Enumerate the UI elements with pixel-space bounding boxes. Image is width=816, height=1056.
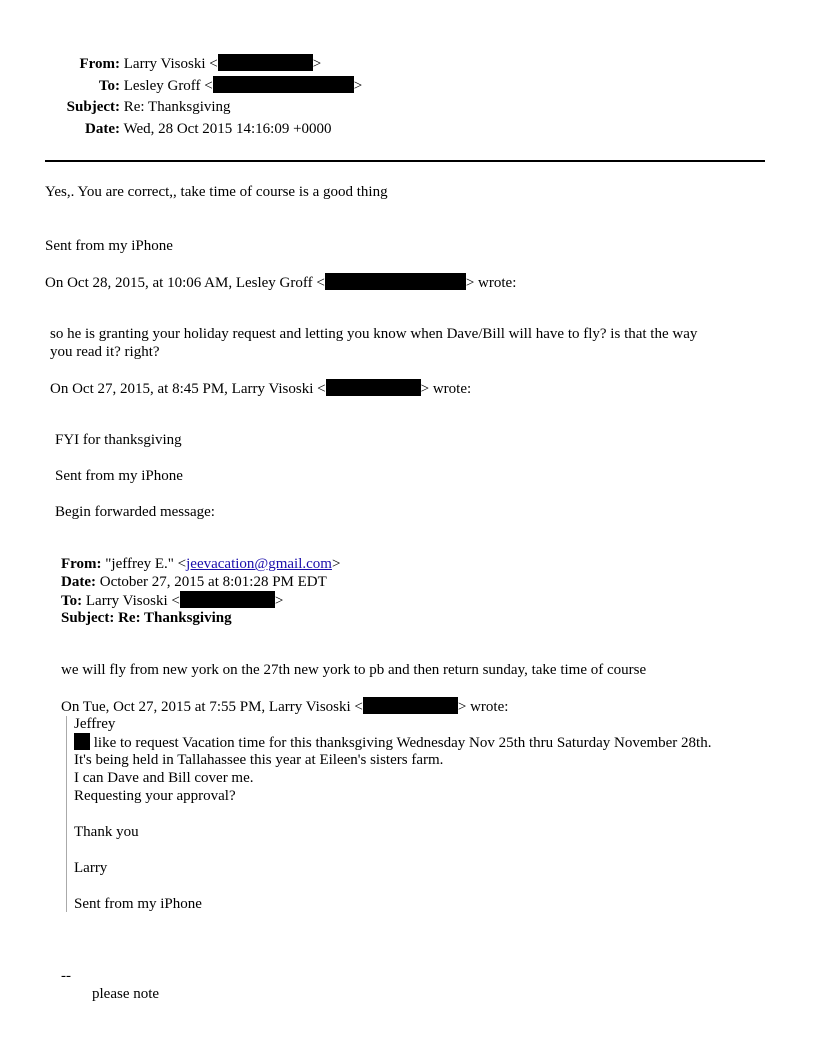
sent-from-iphone: Sent from my iPhone — [55, 468, 183, 484]
fwd-date — [61, 573, 327, 591]
quote-line-4: Requesting your approval? — [74, 788, 236, 804]
quote-line-1 — [74, 733, 711, 752]
redaction-box — [363, 697, 458, 714]
signature-dash: -- — [61, 968, 71, 984]
from-end: > — [312, 56, 322, 72]
quote-line-2: It's being held in Tallahassee this year at Eileen's sisters farm. — [74, 752, 444, 768]
fwd-from-label: From: — [61, 556, 102, 572]
fwd-from — [61, 555, 340, 573]
redaction-box — [326, 379, 421, 396]
from-name: Larry Visoski < — [123, 56, 218, 72]
header-subject — [45, 98, 231, 116]
jeffrey-line: we will fly from new york on the 27th new york to pb and then return sunday, take time of course — [61, 662, 647, 678]
fwd-to-end: > — [274, 593, 284, 609]
to-name: Lesley Groff < — [123, 78, 213, 94]
begin-forwarded: Begin forwarded message: — [55, 504, 215, 520]
header-divider — [45, 160, 765, 162]
quote-thanks: Thank you — [74, 824, 139, 840]
fyi-line: FYI for thanksgiving — [55, 432, 182, 448]
header-date — [45, 120, 332, 138]
fwd-from-end: > — [331, 556, 341, 572]
redaction-box — [180, 591, 275, 608]
subject-value: Re: Thanksgiving — [123, 99, 231, 115]
to-label: To: — [98, 78, 120, 94]
quote-text: like to request Vacation time for this thanksgiving Wednesday Nov 25th thru Saturday November 28th. — [90, 735, 712, 751]
wrote-text: > wrote: — [457, 699, 509, 715]
fwd-to-name: Larry Visoski < — [85, 593, 180, 609]
header-from — [45, 54, 321, 73]
fwd-date-value: October 27, 2015 at 8:01:28 PM EDT — [99, 574, 327, 590]
wrote-text: On Tue, Oct 27, 2015 at 7:55 PM, Larry Visoski < — [61, 699, 363, 715]
redaction-box — [325, 273, 466, 290]
wrote-text: On Oct 28, 2015, at 10:06 AM, Lesley Groff < — [45, 275, 325, 291]
quote-greeting: Jeffrey — [74, 716, 116, 732]
reply-line: Yes,. You are correct,, take time of course is a good thing — [45, 184, 388, 200]
to-end: > — [353, 78, 363, 94]
date-value: Wed, 28 Oct 2015 14:16:09 +0000 — [123, 121, 332, 137]
wrote-text: On Oct 27, 2015, at 8:45 PM, Larry Visoski < — [50, 381, 326, 397]
quote-signoff: Larry — [74, 860, 108, 876]
fwd-subject — [61, 609, 232, 627]
wrote-line-1 — [45, 273, 516, 292]
date-label: Date: — [85, 121, 120, 137]
lesley-line-2: you read it? right? — [50, 344, 160, 360]
header-to — [45, 76, 362, 95]
wrote-line-2 — [50, 379, 471, 398]
fwd-date-label: Date: — [61, 574, 96, 590]
signature-note: please note — [92, 986, 160, 1002]
lesley-line-1: so he is granting your holiday request and letting you know when Dave/Bill will have to fly? is that the way — [50, 326, 698, 342]
email-link[interactable]: jeevacation@gmail.com — [186, 556, 332, 572]
sent-from-iphone: Sent from my iPhone — [45, 238, 173, 254]
redaction-box — [213, 76, 354, 93]
fwd-from-name: "jeffrey E." < — [105, 556, 187, 572]
quote-bar — [66, 716, 67, 912]
fwd-to — [61, 591, 283, 610]
redaction-box — [218, 54, 313, 71]
subject-label: Subject: — [66, 99, 120, 115]
wrote-text: > wrote: — [465, 275, 517, 291]
fwd-to-label: To: — [61, 593, 83, 609]
redaction-box — [74, 733, 90, 750]
wrote-line-3 — [61, 697, 508, 716]
wrote-text: > wrote: — [420, 381, 472, 397]
from-label: From: — [79, 56, 120, 72]
quote-line-3: I can Dave and Bill cover me. — [74, 770, 254, 786]
fwd-subject-label: Subject: Re: Thanksgiving — [61, 610, 232, 626]
quote-sent: Sent from my iPhone — [74, 896, 202, 912]
